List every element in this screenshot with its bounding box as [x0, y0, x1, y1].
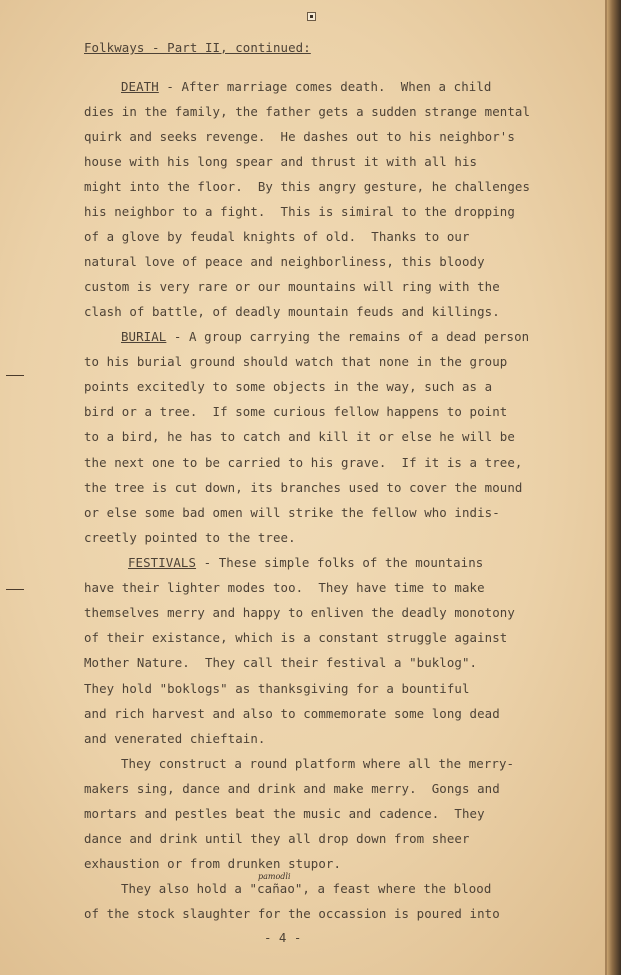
- platform-paragraph-line: They construct a round platform where all the merry-: [121, 756, 515, 771]
- festivals-paragraph-line: FESTIVALS - These simple folks of the mountains: [128, 555, 484, 570]
- death-paragraph-line: his neighbor to a fight. This is simiral to the dropping: [84, 204, 515, 219]
- burial-paragraph-line: BURIAL - A group carrying the remains of a dead person: [121, 329, 530, 344]
- burial-paragraph-line: creetly pointed to the tree.: [84, 530, 296, 545]
- death-paragraph-line: dies in the family, the father gets a sudden strange mental: [84, 104, 531, 119]
- festivals-paragraph-line: have their lighter modes too. They have time to make: [84, 580, 485, 595]
- handwritten-annotation: pamodli: [258, 872, 291, 881]
- burial-paragraph-line: to a bird, he has to catch and kill it or else he will be: [84, 429, 515, 444]
- platform-paragraph-line: makers sing, dance and drink and make merry. Gongs and: [84, 781, 500, 796]
- burial-paragraph-line: to his burial ground should watch that none in the group: [84, 354, 508, 369]
- page-binding-edge: [607, 0, 621, 975]
- canao-paragraph-line: They also hold a "cañao", a feast where the blood: [121, 881, 492, 896]
- section-title-festivals: FESTIVALS: [128, 555, 197, 570]
- section-title-death: DEATH: [121, 79, 159, 94]
- festivals-paragraph-line: They hold "boklogs" as thanksgiving for a bountiful: [84, 681, 470, 696]
- death-paragraph-line: house with his long spear and thrust it with all his: [84, 154, 478, 169]
- festivals-paragraph-line: Mother Nature. They call their festival a "buklog".: [84, 655, 478, 670]
- festivals-paragraph-line: of their existance, which is a constant struggle against: [84, 630, 508, 645]
- page-heading: Folkways - Part II, continued:: [84, 40, 311, 55]
- canao-paragraph-line: of the stock slaughter for the occassion is poured into: [84, 906, 500, 921]
- punch-hole-icon: [307, 12, 316, 21]
- margin-mark: [6, 589, 24, 590]
- festivals-paragraph-line: and venerated chieftain.: [84, 731, 266, 746]
- platform-paragraph-line: mortars and pestles beat the music and cadence. They: [84, 806, 485, 821]
- death-paragraph-line: quirk and seeks revenge. He dashes out to his neighbor's: [84, 129, 515, 144]
- burial-paragraph-line: the tree is cut down, its branches used to cover the mound: [84, 480, 523, 495]
- festivals-paragraph-line: themselves merry and happy to enliven the deadly monotony: [84, 605, 515, 620]
- platform-paragraph-line: exhaustion or from drunken stupor.: [84, 856, 342, 871]
- platform-paragraph-line: dance and drink until they all drop down from sheer: [84, 831, 470, 846]
- death-paragraph-line: of a glove by feudal knights of old. Thanks to our: [84, 229, 470, 244]
- death-paragraph-line: clash of battle, of deadly mountain feuds and killings.: [84, 304, 500, 319]
- burial-paragraph-line: bird or a tree. If some curious fellow happens to point: [84, 404, 508, 419]
- burial-paragraph-line: or else some bad omen will strike the fellow who indis-: [84, 505, 500, 520]
- page-number: - 4 -: [264, 930, 302, 945]
- death-paragraph-line: DEATH - After marriage comes death. When a child: [121, 79, 492, 94]
- section-title-burial: BURIAL: [121, 329, 167, 344]
- death-paragraph-line: custom is very rare or our mountains will ring with the: [84, 279, 500, 294]
- margin-mark: [6, 375, 24, 376]
- burial-paragraph-line: the next one to be carried to his grave. If it is a tree,: [84, 455, 523, 470]
- burial-paragraph-line: points excitedly to some objects in the way, such as a: [84, 379, 493, 394]
- festivals-paragraph-line: and rich harvest and also to commemorate some long dead: [84, 706, 500, 721]
- death-paragraph-line: might into the floor. By this angry gesture, he challenges: [84, 179, 531, 194]
- death-paragraph-line: natural love of peace and neighborliness, this bloody: [84, 254, 485, 269]
